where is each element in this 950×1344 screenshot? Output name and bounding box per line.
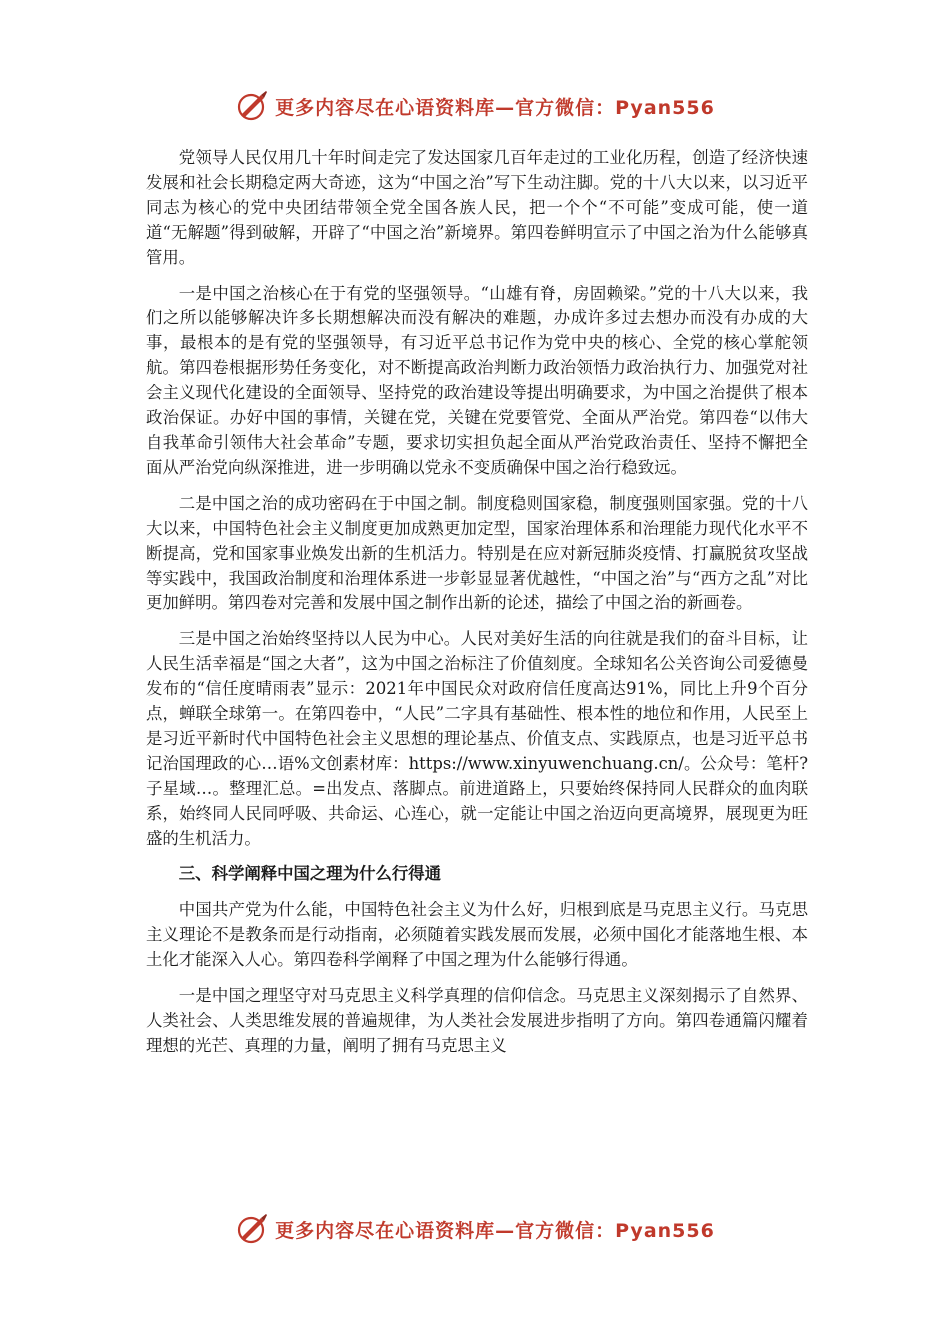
footer-banner-text: 更多内容尽在心语资料库—官方微信：Pyan556 bbox=[275, 1219, 715, 1242]
paragraph: 中国共产党为什么能，中国特色社会主义为什么好，归根到底是马克思主义行。马克思主义理论不是教条而是行动指南，必须随着实践发展而发展，必须中国化才能落地生根、本土化才能深入人心。第四卷科学阐释了中国之理为什么能够行得通。 bbox=[146, 900, 808, 970]
paragraph: 一是中国之理坚守对马克思主义科学真理的信仰信念。马克思主义深刻揭示了自然界、人类社会、人类思维发展的普遍规律，为人类社会发展进步指明了方向。第四卷通篇闪耀着理想的光芒、真理的力量，阐明了拥有马克思主义 bbox=[146, 986, 808, 1055]
pen-in-circle-logo-icon bbox=[235, 89, 269, 123]
paragraph: 二是中国之治的成功密码在于中国之制。制度稳则国家稳，制度强则国家强。党的十八大以来，中国特色社会主义制度更加成熟更加定型，国家治理体系和治理能力现代化水平不断提高，党和国家事业焕发出新的生机活力。特别是在应对新冠肺炎疫情、打赢脱贫攻坚战等实践中，我国政治制度和治理体系进一步彰显显著优越性，“中国之治”与“西方之乱”对比更加鲜明。第四卷对完善和发展中国之制作出新的论述，描绘了中国之治的新画卷。 bbox=[146, 493, 808, 613]
paragraph: 一是中国之治核心在于有党的坚强领导。“山雄有脊，房固赖梁。”党的十八大以来，我们之所以能够解决许多长期想解决而没有解决的难题，办成许多过去想办而没有办成的大事，最根本的是有党的坚强领导，有习近平总书记作为党中央的核心、全党的核心掌舵领航。第四卷根据形势任务变化，对不断提高政治判断力政治领悟力政治执行力、加强党对社会主义现代化建设的全面领导、坚持党的政治建设等提出明确要求，为中国之治提供了根本政治保证。办好中国的事情，关键在党，关键在党要管党、全面从严治党。第四卷“以伟大自我革命引领伟大社会革命”专题，要求切实担负起全面从严治党政治责任、坚持不懈把全面从严治党向纵深推进，进一步明确以党永不变质确保中国之治行稳致远。 bbox=[146, 283, 808, 477]
section-heading: 三、科学阐释中国之理为什么行得通 bbox=[178, 864, 442, 884]
footer-watermark-banner bbox=[0, 1209, 950, 1249]
header-watermark-banner bbox=[0, 86, 950, 126]
paragraph: 党领导人民仅用几十年时间走完了发达国家几百年走过的工业化历程，创造了经济快速发展和社会长期稳定两大奇迹，这为“中国之治”写下生动注脚。党的十八大以来，以习近平同志为核心的党中央团结带领全党全国各族人民，把一个个“不可能”变成可能，使一道道“无解题”得到破解，开辟了“中国之治”新境界。第四卷鲜明宣示了中国之治为什么能够真管用。 bbox=[146, 148, 808, 267]
paragraph: 三是中国之治始终坚持以人民为中心。人民对美好生活的向往就是我们的奋斗目标，让人民生活幸福是“国之大者”，这为中国之治标注了价值刻度。全球知名公关咨询公司爱德曼发布的“信任度晴雨表”显示：2021年中国民众对政府信任度高达91%，同比上升9个百分点，蝉联全球第一。在第四卷中，“人民”二字具有基础性、根本性的地位和作用，人民至上是习近平新时代中国特色社会主义思想的理论基点、价值支点、实践原点，也是习近平总书记治国理政的心…语%文创素材库：https://www.xinyuwenchuang.cn/。公众号：笔杆?子星域…。整理汇总。=出发点、落脚点。前进道路上，只要始终保持同人民群众的血肉联系，始终同人民同呼吸、共命运、心连心，就一定能让中国之治迈向更高境界，展现更为旺盛的生机活力。 bbox=[146, 629, 808, 848]
header-banner-text: 更多内容尽在心语资料库—官方微信：Pyan556 bbox=[275, 96, 715, 119]
document-body bbox=[146, 146, 808, 1070]
pen-in-circle-logo-icon bbox=[235, 1212, 269, 1246]
